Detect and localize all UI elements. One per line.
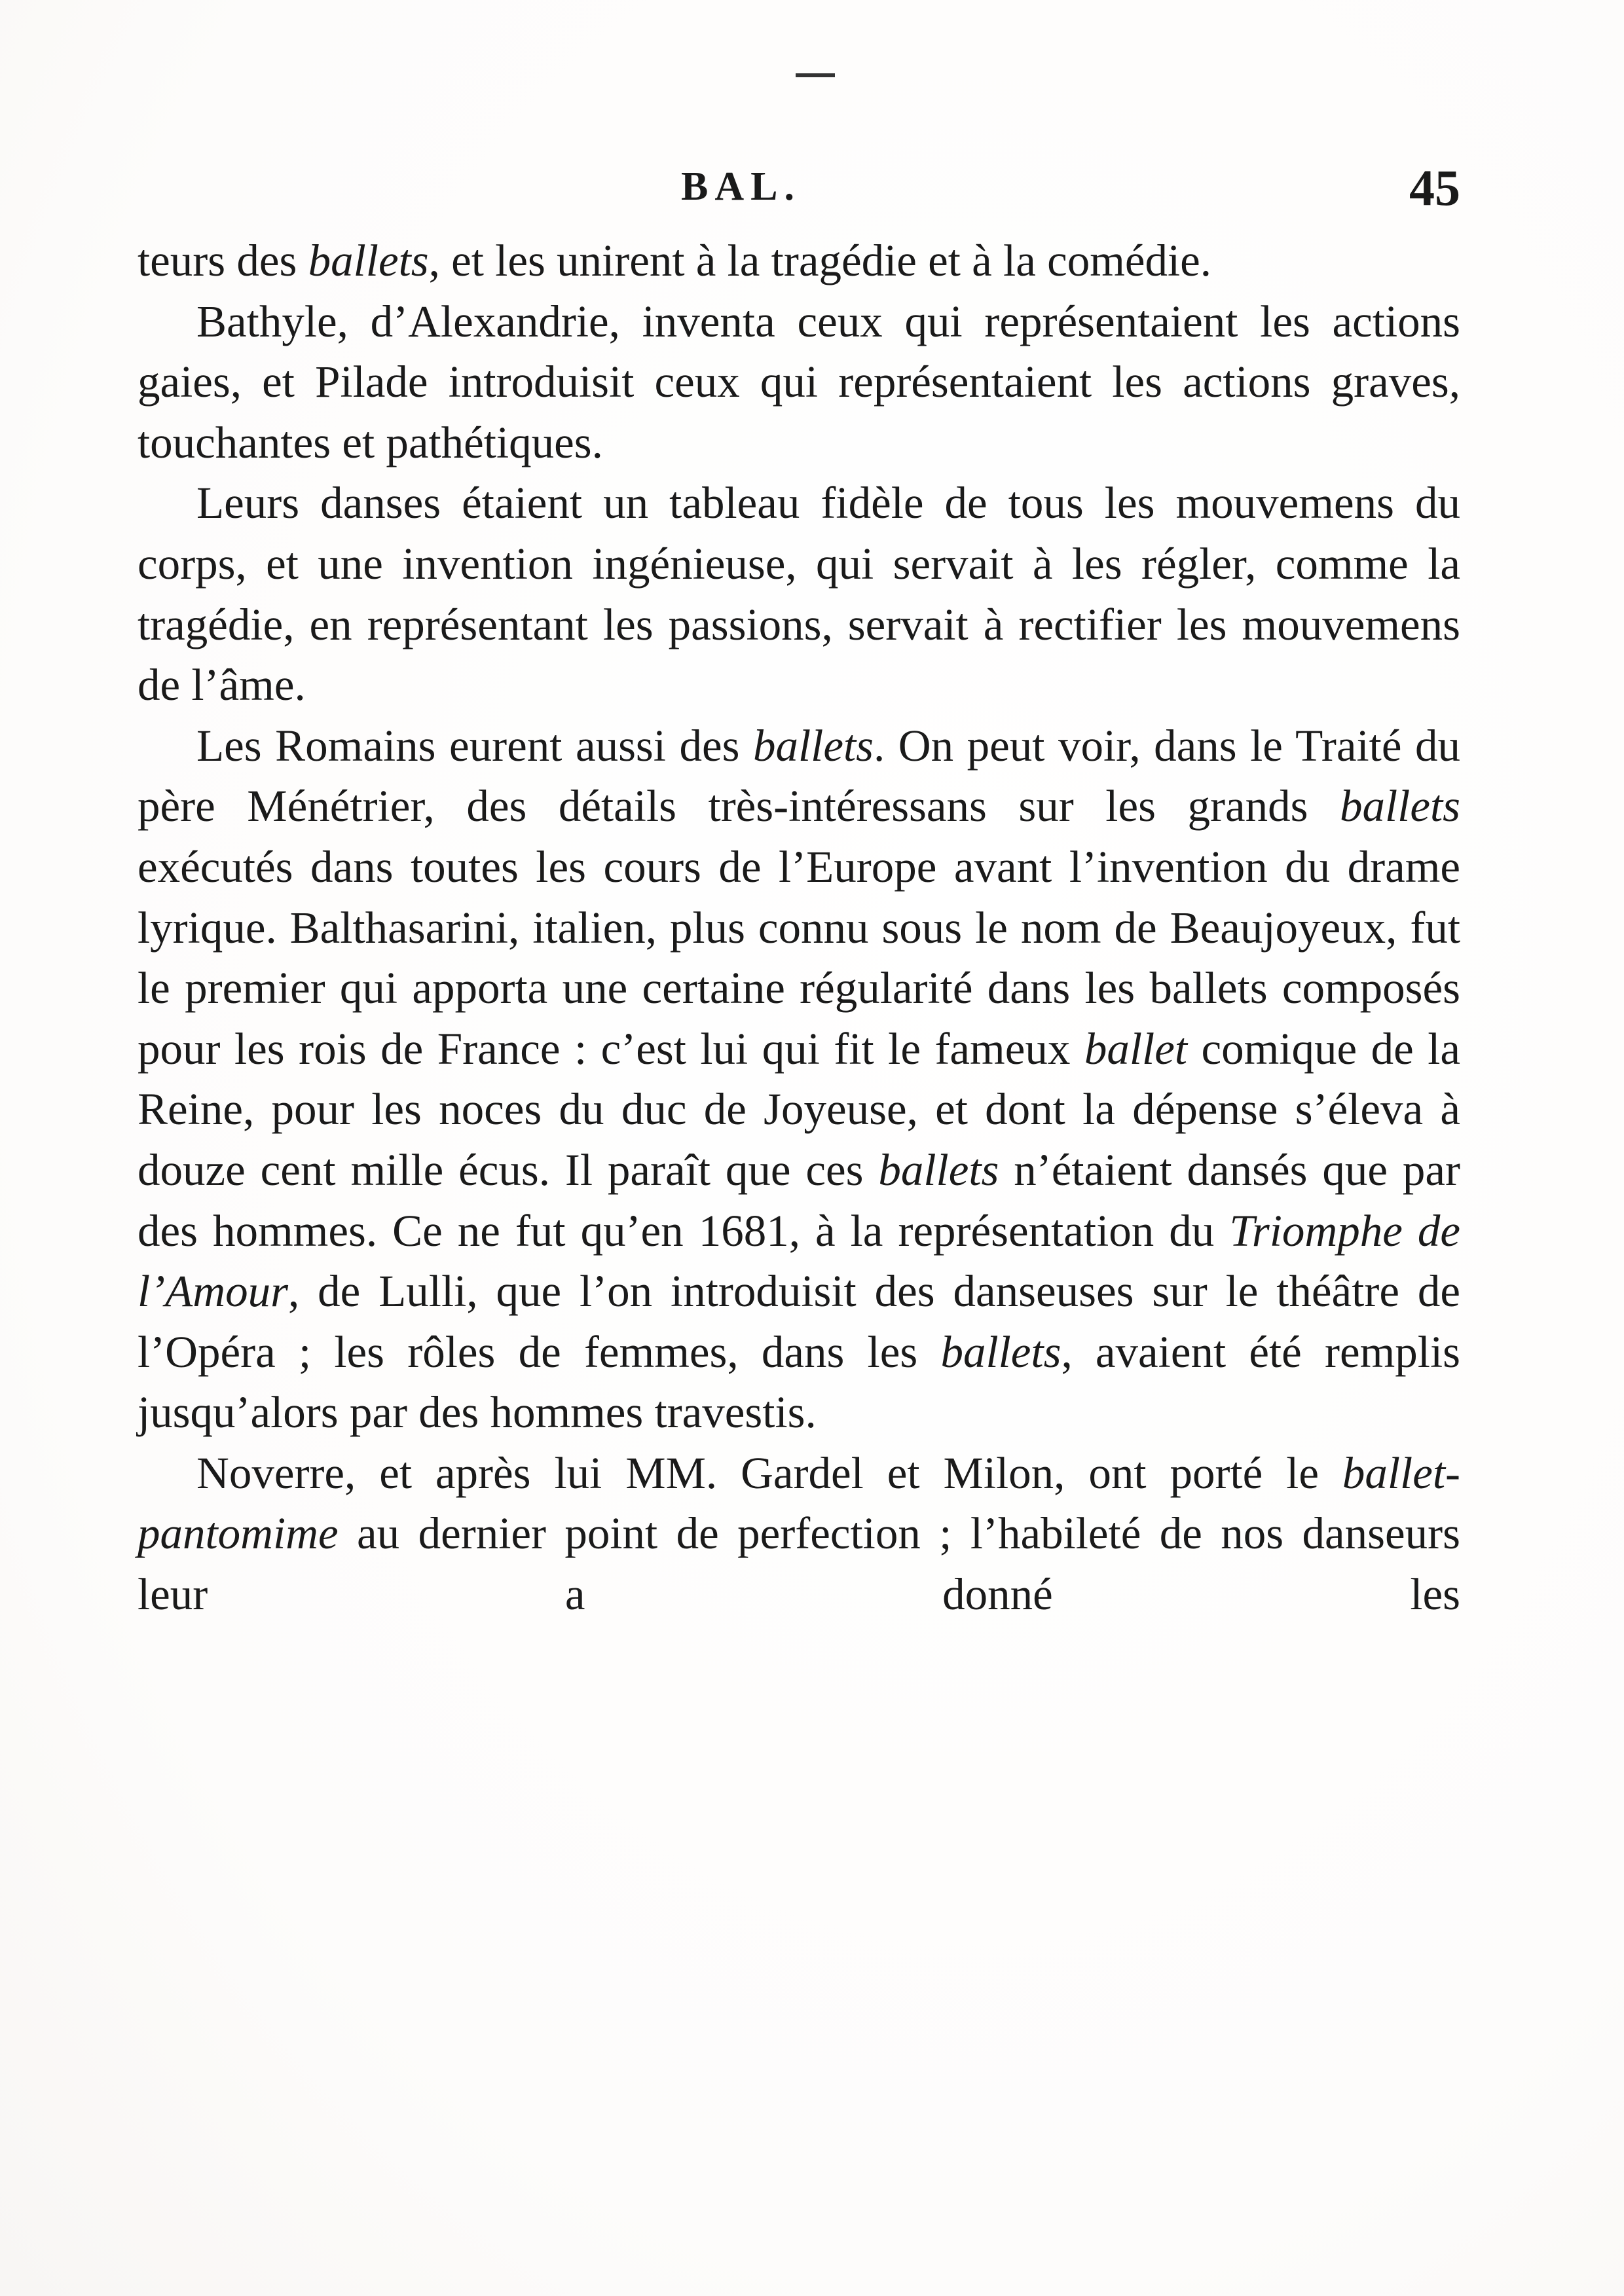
paragraph	[138, 291, 1460, 473]
italic-text-segment: ballets	[878, 1144, 999, 1195]
text-segment: , de Lulli, que l’on introduisit des danseuses sur le théâtre de l’Opéra ; les rôles de femmes, dans les	[138, 1266, 1460, 1377]
text-segment: Bathyle, d’Alexandrie, inventa ceux qui représentaient les actions gaies, et Pilade introduisit ceux qui représentaient les actions graves, touchantes et pathétiques.	[138, 296, 1460, 467]
italic-text-segment: ballets	[752, 720, 874, 771]
italic-text-segment: ballet-pantomime	[138, 1448, 1460, 1559]
text-segment: Les Romains eurent aussi des	[196, 720, 753, 771]
text-segment: . On peut voir, dans le Traité du père Ménétrier, des détails très-intéressans sur les grands	[138, 720, 1460, 831]
italic-text-segment: ballets	[1340, 781, 1460, 831]
page-header	[138, 159, 1460, 223]
text-segment: teurs des	[138, 236, 308, 285]
text-segment: , avaient été remplis jusqu’alors par des hommes travestis.	[138, 1326, 1460, 1438]
body-text	[138, 230, 1460, 1625]
italic-text-segment: ballet	[1084, 1023, 1187, 1074]
paragraph	[138, 1443, 1460, 1625]
italic-text-segment: ballets	[940, 1326, 1061, 1377]
text-segment: au dernier point de perfection ; l’habileté de nos danseurs leur a donné les	[138, 1508, 1460, 1620]
running-head: BAL.	[681, 164, 801, 209]
top-ink-mark	[796, 73, 835, 77]
text-segment: n’étaient dansés que par des hommes. Ce ne fut qu’en 1681, à la représentation du	[138, 1144, 1460, 1256]
text-segment: exécutés dans toutes les cours de l’Europe avant l’invention du drame lyrique. Balthasarini, italien, plus connu sous le nom de Beaujoyeux, fut le premier qui apporta une certaine régularité dans les ballets composés pour les rois de France : c’est lui qui fit le fameux	[138, 841, 1460, 1074]
italic-text-segment: ballets	[308, 236, 429, 285]
text-segment: Leurs danses étaient un tableau fidèle de tous les mouvemens du corps, et une invention ingénieuse, qui servait à les régler, comme la tragédie, en représentant les passions, servait à rectifier les mouvemens de l’âme.	[138, 478, 1460, 710]
italic-text-segment: Triomphe de l’Amour	[138, 1205, 1461, 1317]
text-segment: Noverre, et après lui MM. Gardel et Milon, ont porté le	[196, 1448, 1342, 1498]
page-number: 45	[1409, 159, 1460, 216]
paragraph	[138, 473, 1460, 715]
paragraph	[138, 230, 1460, 291]
text-segment: comique de la Reine, pour les noces du duc de Joyeuse, et dont la dépense s’éleva à douze cent mille écus. Il paraît que ces	[138, 1023, 1460, 1195]
paragraph	[138, 716, 1460, 1443]
text-segment: , et les unirent à la tragédie et à la comédie.	[428, 236, 1212, 285]
